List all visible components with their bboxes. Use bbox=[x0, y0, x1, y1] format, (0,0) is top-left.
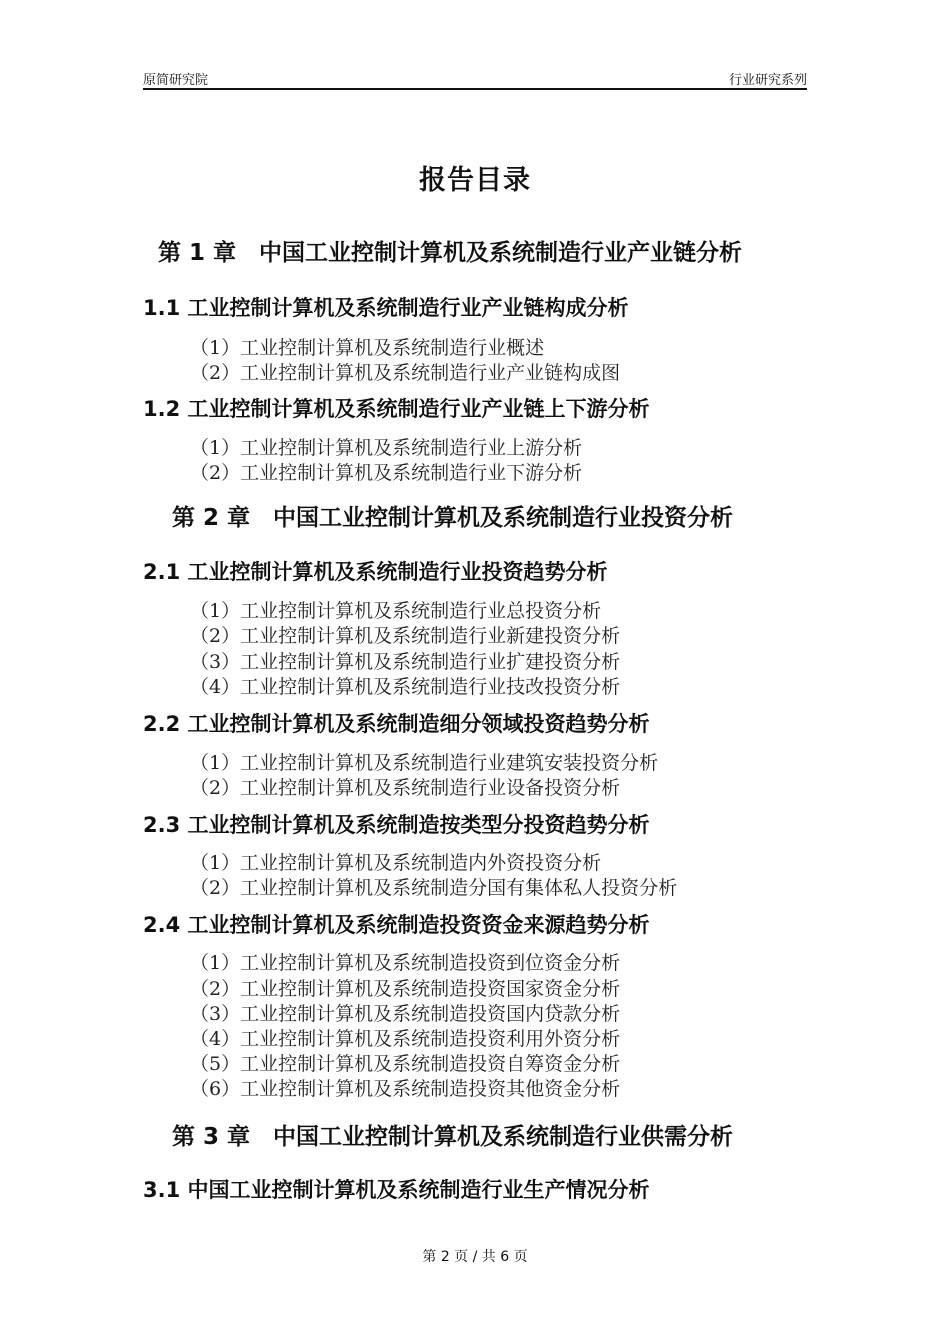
toc-item: （1）工业控制计算机及系统制造行业建筑安装投资分析 bbox=[190, 752, 659, 774]
toc-section: 1.2 工业控制计算机及系统制造行业产业链上下游分析 bbox=[143, 397, 650, 421]
toc-item: （1）工业控制计算机及系统制造行业概述 bbox=[190, 337, 545, 359]
toc-chapter: 第 3 章 中国工业控制计算机及系统制造行业供需分析 bbox=[172, 1124, 734, 1150]
page-header bbox=[143, 68, 807, 90]
toc-item: （4）工业控制计算机及系统制造投资利用外资分析 bbox=[190, 1028, 621, 1050]
toc-item: （2）工业控制计算机及系统制造行业设备投资分析 bbox=[190, 777, 621, 799]
toc-item: （4）工业控制计算机及系统制造行业技改投资分析 bbox=[190, 676, 621, 698]
toc-item: （1）工业控制计算机及系统制造投资到位资金分析 bbox=[190, 952, 621, 974]
toc-item: （6）工业控制计算机及系统制造投资其他资金分析 bbox=[190, 1078, 621, 1100]
toc-item: （2）工业控制计算机及系统制造行业产业链构成图 bbox=[190, 362, 621, 384]
page-title: 报告目录 bbox=[419, 165, 531, 196]
toc-item: （5）工业控制计算机及系统制造投资自筹资金分析 bbox=[190, 1053, 621, 1075]
header-org: 原简研究院 bbox=[143, 73, 209, 88]
toc-section: 2.1 工业控制计算机及系统制造行业投资趋势分析 bbox=[143, 560, 608, 584]
toc-item: （1）工业控制计算机及系统制造行业上游分析 bbox=[190, 437, 583, 459]
page-footer: 第 2 页 / 共 6 页 bbox=[422, 1249, 528, 1265]
toc-item: （3）工业控制计算机及系统制造投资国内贷款分析 bbox=[190, 1003, 621, 1025]
toc-item: （1）工业控制计算机及系统制造行业总投资分析 bbox=[190, 600, 602, 622]
toc-chapter: 第 1 章 中国工业控制计算机及系统制造行业产业链分析 bbox=[158, 240, 743, 266]
toc-item: （2）工业控制计算机及系统制造行业下游分析 bbox=[190, 462, 583, 484]
toc-item: （2）工业控制计算机及系统制造分国有集体私人投资分析 bbox=[190, 877, 678, 899]
toc-item: （1）工业控制计算机及系统制造内外资投资分析 bbox=[190, 852, 602, 874]
toc-section: 1.1 工业控制计算机及系统制造行业产业链构成分析 bbox=[143, 296, 629, 320]
toc-item: （3）工业控制计算机及系统制造行业扩建投资分析 bbox=[190, 651, 621, 673]
toc-section: 2.3 工业控制计算机及系统制造按类型分投资趋势分析 bbox=[143, 813, 650, 837]
toc-item: （2）工业控制计算机及系统制造行业新建投资分析 bbox=[190, 625, 621, 647]
toc-item: （2）工业控制计算机及系统制造投资国家资金分析 bbox=[190, 978, 621, 1000]
toc-section: 3.1 中国工业控制计算机及系统制造行业生产情况分析 bbox=[143, 1178, 650, 1202]
header-series: 行业研究系列 bbox=[728, 73, 807, 88]
toc-chapter: 第 2 章 中国工业控制计算机及系统制造行业投资分析 bbox=[172, 505, 734, 531]
toc-section: 2.4 工业控制计算机及系统制造投资资金来源趋势分析 bbox=[143, 913, 650, 937]
toc-section: 2.2 工业控制计算机及系统制造细分领域投资趋势分析 bbox=[143, 712, 650, 736]
